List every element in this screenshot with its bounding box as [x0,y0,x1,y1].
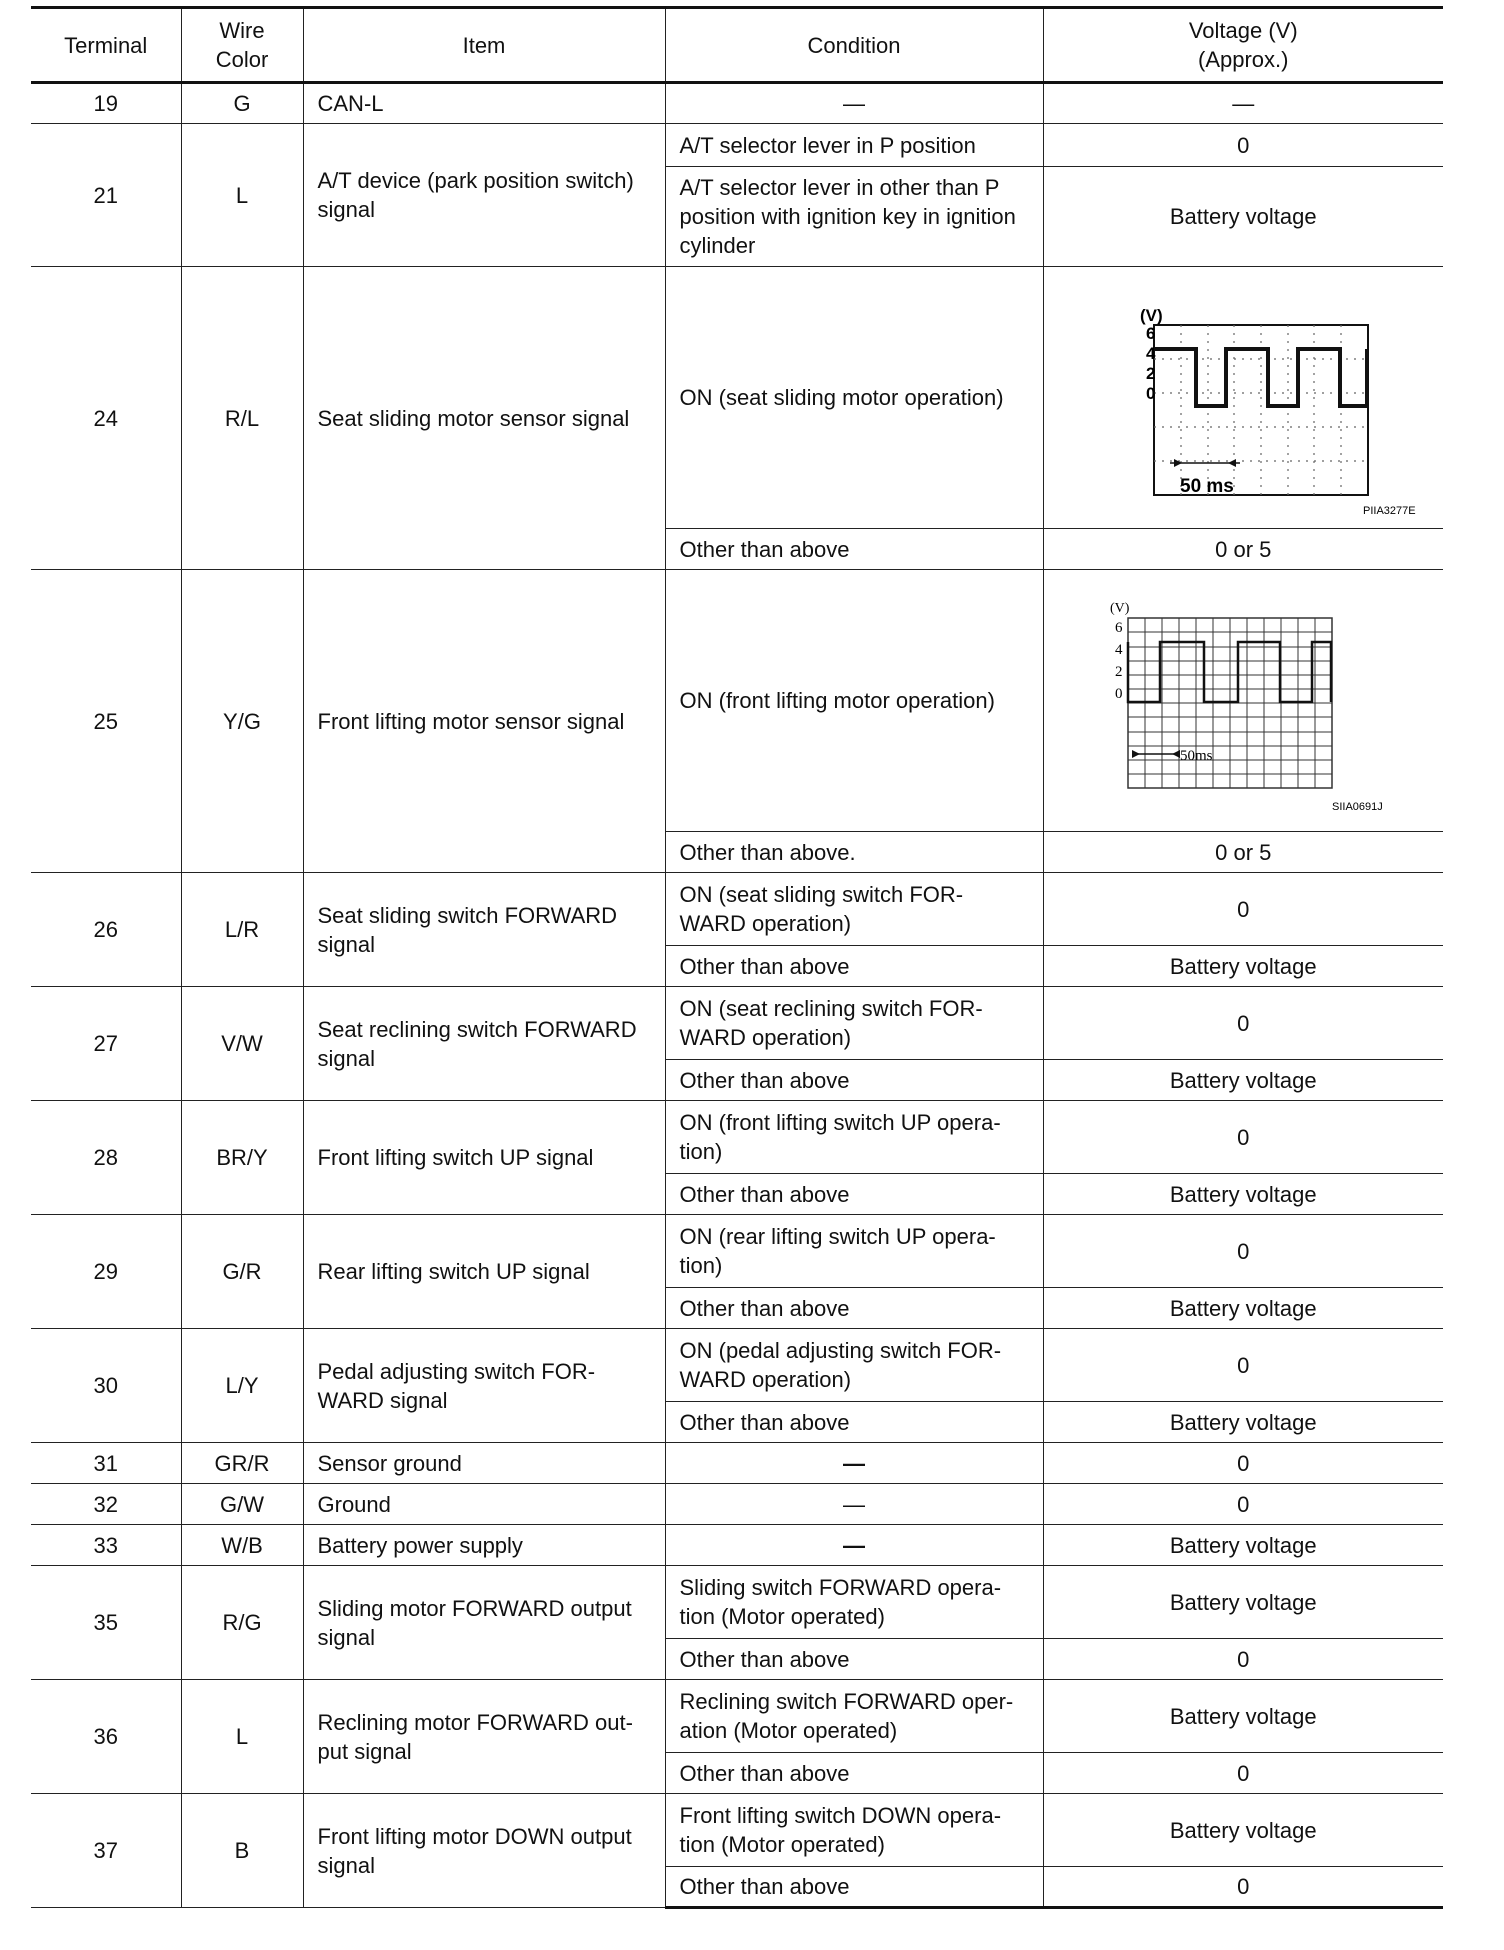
item-cell: Battery power supply [303,1525,665,1566]
wire-color-cell: W/B [181,1525,303,1566]
terminal-cell: 31 [31,1443,181,1484]
wave-y-label: 6 [1114,619,1122,636]
voltage-cell: Battery voltage [1043,1566,1443,1639]
item-cell: Front lifting switch UP signal [303,1101,665,1215]
header-terminal: Terminal [31,8,181,83]
item-cell: Front lifting motor DOWN output signal [303,1794,665,1908]
voltage-cell: 0 or 5 [1043,832,1443,873]
voltage-cell: Battery voltage [1043,946,1443,987]
waveform-scope-pulse-50ms [1058,269,1456,527]
voltage-cell: Battery voltage [1043,167,1443,267]
terminal-cell: 27 [31,987,181,1101]
condition-cell: Other than above [665,1867,1043,1908]
voltage-cell: 0 [1043,1329,1443,1402]
voltage-cell: 0 [1043,124,1443,167]
item-cell: Reclining motor FORWARD out-put signal [303,1680,665,1794]
wave-y-label: 0 [1145,383,1155,403]
item-cell: Sliding motor FORWARD output signal [303,1566,665,1680]
table-row [31,1794,1443,1867]
terminal-cell: 29 [31,1215,181,1329]
voltage-cell: Battery voltage [1043,1402,1443,1443]
condition-cell: Reclining switch FORWARD oper-ation (Motor operated) [665,1680,1043,1753]
table-row [31,570,1443,832]
terminal-cell: 28 [31,1101,181,1215]
voltage-cell: 0 [1043,1215,1443,1288]
terminal-cell: 33 [31,1525,181,1566]
table-row [31,1680,1443,1753]
wire-color-cell: BR/Y [181,1101,303,1215]
terminal-cell: 19 [31,83,181,124]
waveform-scope-pulse-50ms [1058,572,1456,830]
voltage-cell: 0 [1043,1443,1443,1484]
wire-color-cell: R/G [181,1566,303,1680]
table-row [31,1215,1443,1288]
condition-cell: Other than above [665,529,1043,570]
condition-cell: ON (rear lifting switch UP opera-tion) [665,1215,1043,1288]
condition-cell: — [665,1443,1043,1484]
wave-time-label: 50ms [1179,747,1213,764]
item-cell: Seat reclining switch FORWARD signal [303,987,665,1101]
terminal-cell: 37 [31,1794,181,1908]
waveform-cell [1043,267,1443,529]
wave-y-label: 0 [1114,685,1122,702]
terminal-cell: 32 [31,1484,181,1525]
header-wire-color: Wire Color [181,8,303,83]
item-cell: Front lifting motor sensor signal [303,570,665,873]
table-row [31,1101,1443,1174]
wave-y-label: 2 [1145,363,1155,383]
voltage-cell: 0 [1043,1484,1443,1525]
condition-cell: A/T selector lever in other than P position with ignition key in ignition cylinder [665,167,1043,267]
wave-unit-label: (V) [1109,600,1129,616]
terminal-cell: 35 [31,1566,181,1680]
condition-cell: Other than above [665,1060,1043,1101]
figure-code: SIIA0691J [1331,800,1383,813]
condition-cell: — [665,83,1043,124]
voltage-cell: Battery voltage [1043,1060,1443,1101]
voltage-cell: — [1043,83,1443,124]
voltage-cell: 0 [1043,987,1443,1060]
terminal-cell: 36 [31,1680,181,1794]
wire-color-cell: GR/R [181,1443,303,1484]
wave-y-label: 2 [1114,663,1122,680]
condition-cell: Other than above [665,946,1043,987]
table-row [31,1525,1443,1566]
condition-cell: Other than above [665,1174,1043,1215]
table-row [31,267,1443,529]
table-row [31,124,1443,167]
terminal-cell: 30 [31,1329,181,1443]
condition-cell: A/T selector lever in P position [665,124,1043,167]
terminal-voltage-table [31,6,1443,1909]
item-cell: Seat sliding motor sensor signal [303,267,665,570]
wire-color-cell: Y/G [181,570,303,873]
condition-cell: — [665,1484,1043,1525]
header-voltage: Voltage (V) (Approx.) [1043,8,1443,83]
item-cell: A/T device (park position switch) signal [303,124,665,267]
table-row [31,83,1443,124]
condition-cell: Other than above [665,1402,1043,1443]
wire-color-cell: G/R [181,1215,303,1329]
voltage-cell: 0 [1043,1101,1443,1174]
condition-cell: — [665,1525,1043,1566]
condition-cell: ON (seat sliding motor operation) [665,267,1043,529]
table-row [31,1329,1443,1402]
voltage-cell: 0 [1043,1753,1443,1794]
wire-color-cell: L [181,1680,303,1794]
voltage-cell: Battery voltage [1043,1794,1443,1867]
wire-color-cell: R/L [181,267,303,570]
table-header-row [31,8,1443,83]
condition-cell: ON (front lifting motor operation) [665,570,1043,832]
condition-cell: ON (seat sliding switch FOR-WARD operation) [665,873,1043,946]
condition-cell: Other than above. [665,832,1043,873]
terminal-cell: 21 [31,124,181,267]
wire-color-cell: L/R [181,873,303,987]
table-row [31,1484,1443,1525]
wire-color-cell: G [181,83,303,124]
voltage-cell: 0 or 5 [1043,529,1443,570]
item-cell: Ground [303,1484,665,1525]
terminal-cell: 25 [31,570,181,873]
condition-cell: Other than above [665,1753,1043,1794]
wire-color-cell: B [181,1794,303,1908]
wave-unit-label: (V) [1139,305,1163,325]
item-cell: Pedal adjusting switch FOR-WARD signal [303,1329,665,1443]
wave-y-label: 6 [1145,323,1155,343]
table-row [31,1566,1443,1639]
wave-y-label: 4 [1114,641,1122,658]
condition-cell: Other than above [665,1288,1043,1329]
terminal-table-sheet [31,6,1443,1909]
header-condition: Condition [665,8,1043,83]
voltage-cell: Battery voltage [1043,1174,1443,1215]
terminal-cell: 26 [31,873,181,987]
table-row [31,987,1443,1060]
wave-y-label: 4 [1145,343,1155,363]
table-row [31,873,1443,946]
voltage-cell: Battery voltage [1043,1288,1443,1329]
figure-code: PIIA3277E [1362,504,1416,517]
wire-color-cell: L/Y [181,1329,303,1443]
condition-cell: Front lifting switch DOWN opera-tion (Motor operated) [665,1794,1043,1867]
item-cell: Seat sliding switch FORWARD signal [303,873,665,987]
voltage-cell: 0 [1043,1867,1443,1908]
header-item: Item [303,8,665,83]
voltage-cell: Battery voltage [1043,1525,1443,1566]
voltage-cell: 0 [1043,873,1443,946]
item-cell: Rear lifting switch UP signal [303,1215,665,1329]
condition-cell: Sliding switch FORWARD opera-tion (Motor operated) [665,1566,1043,1639]
wave-time-label: 50 ms [1179,475,1234,497]
terminal-cell: 24 [31,267,181,570]
table-row [31,1443,1443,1484]
voltage-cell: 0 [1043,1639,1443,1680]
wire-color-cell: V/W [181,987,303,1101]
condition-cell: ON (pedal adjusting switch FOR-WARD operation) [665,1329,1043,1402]
condition-cell: Other than above [665,1639,1043,1680]
voltage-cell: Battery voltage [1043,1680,1443,1753]
condition-cell: ON (front lifting switch UP opera-tion) [665,1101,1043,1174]
wire-color-cell: G/W [181,1484,303,1525]
condition-cell: ON (seat reclining switch FOR-WARD operation) [665,987,1043,1060]
item-cell: Sensor ground [303,1443,665,1484]
waveform-cell [1043,570,1443,832]
item-cell: CAN-L [303,83,665,124]
wire-color-cell: L [181,124,303,267]
